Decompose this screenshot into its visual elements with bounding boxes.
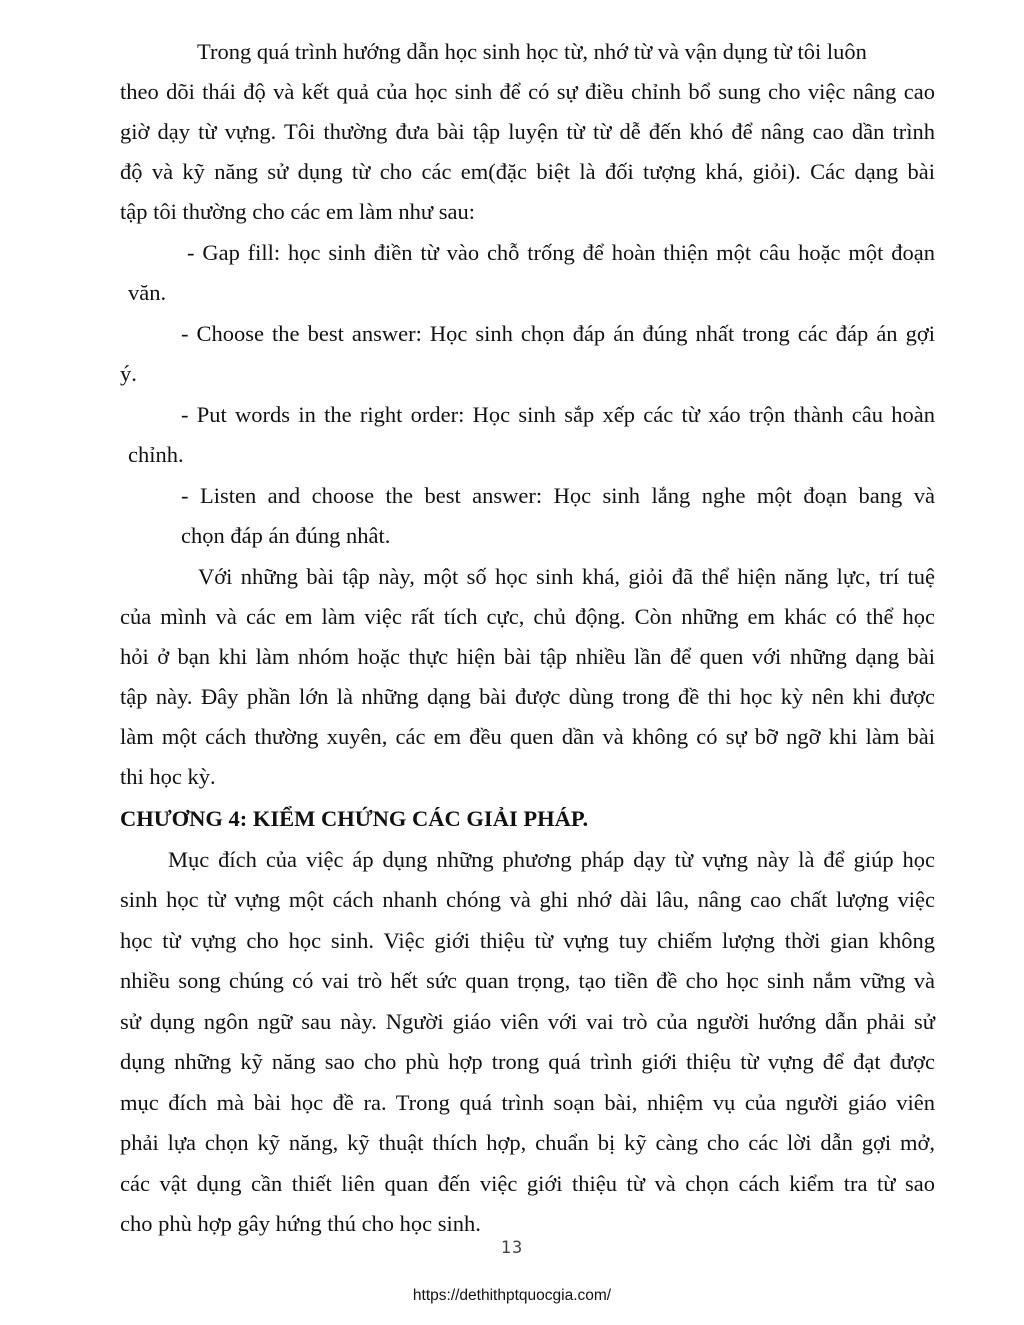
- list-item-line: ý.: [120, 361, 137, 386]
- paragraph-line: Mục đích của việc áp dụng những phương pháp dạy từ vựng này là để giúp học: [168, 847, 935, 872]
- paragraph-line: theo dõi thái độ và kết quả của học sinh để có sự điều chỉnh bổ sung cho việc nâng cao: [120, 79, 935, 104]
- paragraph-line: làm một cách thường xuyên, các em đều quen dần và không có sự bỡ ngỡ khi làm bài: [120, 724, 935, 749]
- chapter-heading: CHƯƠNG 4: KIỂM CHỨNG CÁC GIẢI PHÁP.: [120, 806, 589, 831]
- list-item-line: - Listen and choose the best answer: Học sinh lắng nghe một đoạn bang và: [181, 483, 935, 508]
- paragraph-line: học từ vựng cho học sinh. Việc giới thiệu từ vựng tuy chiếm lượng thời gian không: [120, 928, 935, 953]
- paragraph-line: phải lựa chọn kỹ năng, kỹ thuật thích hợp, chuẩn bị kỹ càng cho các lời dẫn gợi mở,: [120, 1130, 935, 1155]
- paragraph-line: Trong quá trình hướng dẫn học sinh học từ, nhớ từ và vận dụng từ tôi luôn: [197, 39, 867, 64]
- list-item-line: - Choose the best answer: Học sinh chọn đáp án đúng nhất trong các đáp án gợi: [181, 321, 935, 346]
- list-item-line: - Gap fill: học sinh điền từ vào chỗ trống để hoàn thiện một câu hoặc một đoạn: [187, 240, 935, 265]
- paragraph-line: giờ dạy từ vựng. Tôi thường đưa bài tập luyện từ từ dễ đến khó để nâng cao dần trình: [120, 119, 935, 144]
- paragraph-line: sinh học từ vựng một cách nhanh chóng và ghi nhớ dài lâu, nâng cao chất lượng việc: [120, 887, 935, 912]
- list-item-line: chọn đáp án đúng nhât.: [181, 523, 391, 548]
- paragraph-line: của mình và các em làm việc rất tích cực, chủ động. Còn những em khác có thể học: [120, 604, 935, 629]
- list-item-line: văn.: [128, 280, 167, 305]
- page-number: 13: [500, 1238, 524, 1258]
- paragraph-line: thi học kỳ.: [120, 764, 216, 789]
- paragraph-line: dụng những kỹ năng sao cho phù hợp trong quá trình giới thiệu từ vựng để đạt được: [120, 1049, 935, 1074]
- paragraph-line: tập này. Đây phần lớn là những dạng bài được dùng trong đề thi học kỳ nên khi được: [120, 684, 935, 709]
- footer-url-link[interactable]: https://dethithptquocgia.com/: [412, 1287, 612, 1304]
- list-item-line: - Put words in the right order: Học sinh sắp xếp các từ xáo trộn thành câu hoàn: [181, 402, 935, 427]
- paragraph-line: cho phù hợp gây hứng thú cho học sinh.: [120, 1211, 481, 1236]
- paragraph-line: Với những bài tập này, một số học sinh khá, giỏi đã thể hiện năng lực, trí tuệ: [198, 564, 935, 589]
- paragraph-line: mục đích mà bài học đề ra. Trong quá trình soạn bài, nhiệm vụ của người giáo viên: [120, 1090, 935, 1115]
- paragraph-line: tập tôi thường cho các em làm như sau:: [120, 199, 475, 224]
- paragraph-line: độ và kỹ năng sử dụng từ cho các em(đặc biệt là đối tượng khá, giỏi). Các dạng bài: [120, 159, 935, 184]
- paragraph-line: các vật dụng cần thiết liên quan đến việc giới thiệu từ và chọn cách kiểm tra từ sao: [120, 1171, 935, 1196]
- paragraph-line: sử dụng ngôn ngữ sau này. Người giáo viên với vai trò của người hướng dẫn phải sử: [120, 1009, 935, 1034]
- paragraph-line: nhiều song chúng có vai trò hết sức quan trọng, tạo tiền đề cho học sinh nắm vững và: [120, 968, 935, 993]
- list-item-line: chỉnh.: [128, 442, 184, 467]
- paragraph-line: hỏi ở bạn khi làm nhóm hoặc thực hiện bài tập nhiều lần để quen với những dạng bài: [120, 644, 935, 669]
